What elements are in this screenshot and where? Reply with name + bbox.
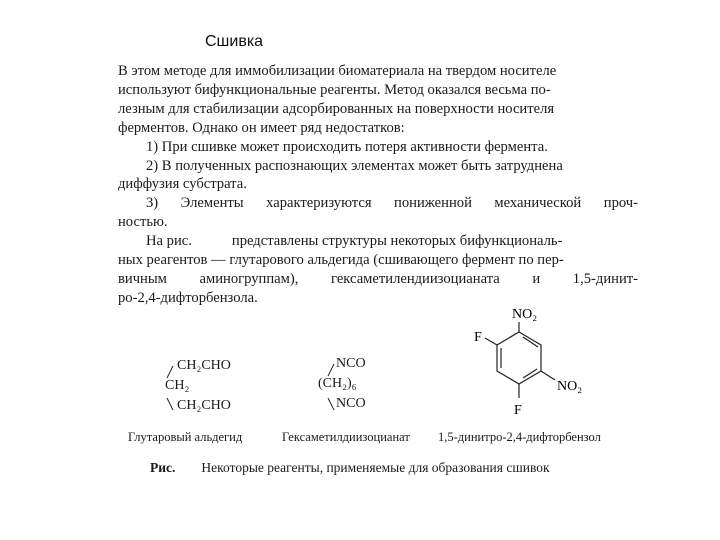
figure-caption-text: Некоторые реагенты, применяемые для образования сшивок [201, 460, 550, 475]
text-line: ных реагентов — глутарового альдегида (сшивающего фермент по пер- [118, 252, 564, 269]
text-span: представлены структуры некоторых бифункциональ- [231, 233, 563, 250]
list-item-1: 1) При сшивке может происходить потеря активности фермента. [146, 138, 548, 155]
bond-lines [161, 366, 181, 426]
fluorine-left: F [474, 330, 482, 345]
formula-top: NCO [336, 356, 366, 371]
glutaraldehyde-label: Глутаровый альдегид [128, 430, 243, 444]
formula-middle: CH₂ [165, 378, 190, 393]
figure-caption [150, 460, 550, 476]
page-title: Сшивка [205, 33, 264, 50]
hmdi-label: Гексаметилдиизоцианат [282, 430, 410, 444]
text-line: ностью. [118, 214, 168, 231]
bond-lines [320, 364, 340, 424]
fluorine-bottom: F [514, 403, 522, 418]
dfdnb-structure [468, 300, 628, 425]
text-line: лезным для стабилизации адсорбированных на поверхности носителя [118, 100, 555, 117]
nitro-group-top: NO₂ [512, 307, 538, 322]
glutaraldehyde-structure [165, 356, 231, 416]
list-item-2: 2) В полученных распознающих элементах может быть затруднена [146, 157, 563, 174]
formula-bottom: NCO [336, 396, 366, 411]
formula-middle: (CH₂)₆ [318, 376, 357, 391]
figure-reference-line [118, 232, 638, 251]
benzene-ring [497, 332, 541, 384]
figure-caption-prefix: Рис. [150, 460, 176, 475]
text-line: В этом методе для иммобилизации биоматериала на твердом носителе [118, 63, 557, 79]
formula-bottom: CH₂CHO [177, 398, 231, 413]
formula-top: CH₂CHO [177, 358, 231, 373]
nitro-group-right: NO₂ [557, 379, 583, 394]
text-line: ферментов. Однако он имеет ряд недостатков: [118, 119, 405, 136]
text-line: используют бифункциональные реагенты. Метод оказался весьма по- [118, 81, 551, 98]
text-line: диффузия субстрата. [118, 176, 247, 193]
body-text [118, 62, 638, 308]
text-line: вичным аминогруппам), гексаметилендиизоцианата и 1,5-динит- [118, 271, 638, 288]
figure-ref: На рис. [146, 233, 192, 250]
hmdi-structure [318, 354, 366, 414]
text-line: ро-2,4-дифторбензола. [118, 290, 258, 307]
dfdnb-label: 1,5-динитро-2,4-дифторбензол [438, 430, 601, 444]
list-item-3: 3) Элементы характеризуются пониженной механической проч- [146, 195, 638, 212]
